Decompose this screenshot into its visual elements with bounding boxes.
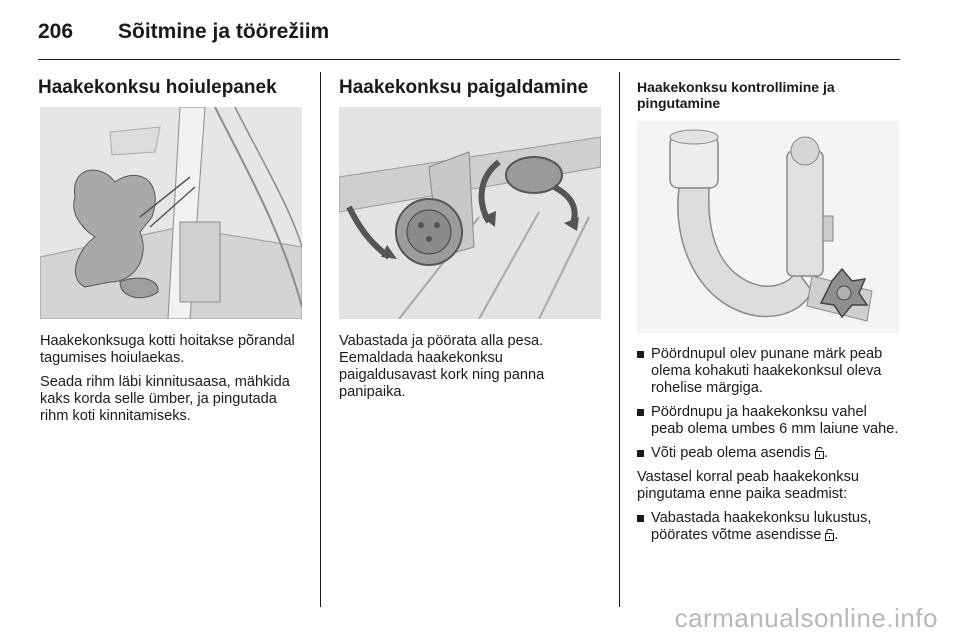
- install-text: [339, 333, 604, 408]
- watermark: carmanualsonline.info: [674, 603, 938, 633]
- column-divider-1: [320, 72, 321, 607]
- install-paragraph: Vabastada ja pöörata alla pesa. Eemaldada haakekonksu paigaldusavast kork ning panna panipaika.: [339, 333, 545, 400]
- install-figure: [339, 107, 601, 319]
- check-bullet-list-2: [637, 510, 902, 544]
- install-heading: Haakekonksu paigaldamine: [339, 77, 589, 98]
- list-item: Võti peab olema asendis .: [637, 445, 902, 462]
- column-install: [339, 76, 588, 100]
- check-figure: [637, 121, 899, 333]
- lock-open-icon: [815, 446, 824, 459]
- storage-heading: Haakekonksu hoiulepanek: [38, 77, 277, 98]
- storage-paragraph-2: Seada rihm läbi kinnitusaasa, mähkida kaks korda selle ümber, ja pingutada rihm koti kinnitamiseks.: [40, 374, 290, 424]
- chapter-title: Sõitmine ja töörežiim: [118, 20, 330, 43]
- storage-paragraph-1: Haakekonksuga kotti hoitakse põrandal tagumises hoiulaekas.: [40, 333, 295, 366]
- column-storage: [38, 76, 277, 100]
- list-item: Vabastada haakekonksu lukustus, pöörates võtme asendisse .: [637, 510, 902, 544]
- storage-text: [40, 333, 305, 432]
- page-number: 206: [38, 20, 74, 43]
- check-text: [637, 346, 902, 551]
- check-bullet-list: [637, 346, 902, 462]
- check-heading: Haakekonksu kontrollimine ja pingutamine: [637, 79, 835, 111]
- list-item: Pöördnupul olev punane märk peab olema kohakuti haakekonksul oleva rohelise märgiga.: [637, 346, 902, 397]
- check-paragraph: Vastasel korral peab haakekonksu pingutama enne paika seadmist:: [637, 469, 860, 502]
- column-check: [637, 79, 877, 111]
- list-item: Pöördnupu ja haakekonksu vahel peab olema umbes 6 mm laiune vahe.: [637, 404, 902, 438]
- header-rule: [38, 59, 900, 60]
- column-divider-2: [619, 72, 620, 607]
- storage-figure: [40, 107, 302, 319]
